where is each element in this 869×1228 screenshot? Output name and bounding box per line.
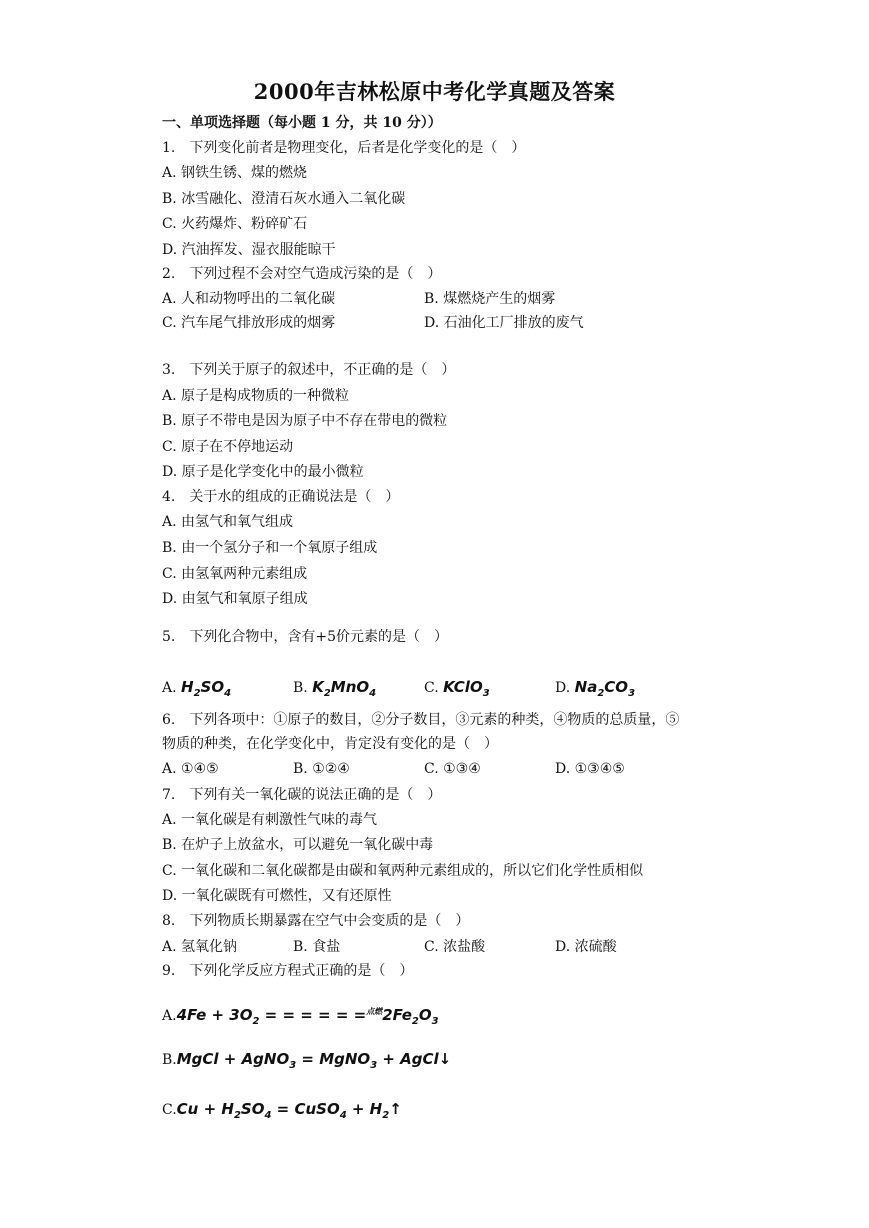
option-label: B. <box>293 680 308 696</box>
question-4-option-c: C. 由氢氧两种元素组成 <box>162 566 308 582</box>
question-9-option-b <box>162 1050 451 1075</box>
question-1-option-b: B. 冰雪融化、澄清石灰水通入二氧化碳 <box>162 191 406 207</box>
question-8-option-a: A. 氢氧化钠 <box>162 939 238 955</box>
formula-h2so4: $H_2SO_4$ <box>181 678 232 699</box>
question-1-option-c: C. 火药爆炸、粉碎矿石 <box>162 216 308 232</box>
question-2-option-a: A. 人和动物呼出的二氧化碳 <box>162 291 336 307</box>
equation-b: MgCl + AgNO$_3$ = MgNO$_3$ + AgCl↓ <box>176 1050 452 1071</box>
formula-na2co3: $Na_2CO_3$ <box>574 678 636 699</box>
question-1-stem: 1. 下列变化前者是物理变化，后者是化学变化的是（ ） <box>162 140 526 156</box>
question-5-option-c <box>424 678 490 703</box>
question-5-option-a <box>162 678 231 703</box>
question-7-stem: 7. 下列有关一氧化碳的说法正确的是（ ） <box>162 787 442 803</box>
question-3-option-c: C. 原子在不停地运动 <box>162 439 294 455</box>
equation-a: $4Fe + 3O_2$ = = = = = $=^{点燃}2Fe_2O_3$ <box>176 1006 439 1027</box>
option-label: A. <box>162 1008 177 1024</box>
condition-label: 点燃 <box>366 1007 383 1016</box>
question-6-option-c: C. ①③④ <box>424 761 481 777</box>
question-7-option-b: B. 在炉子上放盆水，可以避免一氧化碳中毒 <box>162 837 434 853</box>
question-8-option-b: B. 食盐 <box>293 939 341 955</box>
question-8-option-c: C. 浓盐酸 <box>424 939 486 955</box>
question-7-option-d: D. 一氧化碳既有可燃性，又有还原性 <box>162 888 392 904</box>
option-label: C. <box>424 680 439 696</box>
question-2-option-c: C. 汽车尾气排放形成的烟雾 <box>162 315 336 331</box>
question-4-option-d: D. 由氢气和氧原子组成 <box>162 591 308 607</box>
option-label: C. <box>162 1102 177 1118</box>
question-8-option-d: D. 浓硫酸 <box>555 939 617 955</box>
question-3-option-d: D. 原子是化学变化中的最小微粒 <box>162 464 364 480</box>
question-5-option-d <box>555 678 635 703</box>
question-3-option-b: B. 原子不带电是因为原子中不存在带电的微粒 <box>162 413 448 429</box>
question-2-option-d: D. 石油化工厂排放的废气 <box>424 315 584 331</box>
formula-k2mno4: $K_2MnO_4$ <box>312 678 377 699</box>
question-4-option-b: B. 由一个氢分子和一个氧原子组成 <box>162 540 378 556</box>
question-6-option-b: B. ①②④ <box>293 761 350 777</box>
question-8-stem: 8. 下列物质长期暴露在空气中会变质的是（ ） <box>162 913 470 929</box>
question-3-option-a: A. 原子是构成物质的一种微粒 <box>162 388 350 404</box>
question-4-option-a: A. 由氢气和氧气组成 <box>162 514 294 530</box>
question-6-option-a: A. ①④⑤ <box>162 761 219 777</box>
question-1-option-a: A. 钢铁生锈、煤的燃烧 <box>162 165 308 181</box>
page-title: 2000年吉林松原中考化学真题及答案 <box>253 79 616 104</box>
section-heading: 一、单项选择题（每小题 1 分，共 10 分）） <box>162 115 442 131</box>
question-7-option-a: A. 一氧化碳是有刺激性气味的毒气 <box>162 812 378 828</box>
option-label: A. <box>162 680 177 696</box>
option-label: B. <box>162 1052 177 1068</box>
question-5-stem: 5. 下列化合物中，含有+5价元素的是（ ） <box>162 629 448 645</box>
question-6-stem-line-1: 6. 下列各项中：①原子的数目，②分子数目，③元素的种类，④物质的总质量，⑤ <box>162 712 680 728</box>
question-1-option-d: D. 汽油挥发、湿衣服能晾干 <box>162 242 336 258</box>
question-3-stem: 3. 下列关于原子的叙述中，不正确的是（ ） <box>162 362 456 378</box>
question-4-stem: 4. 关于水的组成的正确说法是（ ） <box>162 489 400 505</box>
option-label: D. <box>555 680 571 696</box>
question-2-stem: 2. 下列过程不会对空气造成污染的是（ ） <box>162 266 442 282</box>
equation-c: $Cu + H_2SO_4$ = CuSO$_4$ + $H_2↑$ <box>176 1100 402 1121</box>
formula-kclo3: KClO$_3$ <box>443 678 490 699</box>
question-9-stem: 9. 下列化学反应方程式正确的是（ ） <box>162 963 414 979</box>
question-6-option-d: D. ①③④⑤ <box>555 761 625 777</box>
question-9-option-c <box>162 1100 402 1125</box>
question-6-stem-line-2: 物质的种类，在化学变化中，肯定没有变化的是（ ） <box>162 736 498 752</box>
question-5-option-b <box>293 678 376 703</box>
question-7-option-c: C. 一氧化碳和二氧化碳都是由碳和氧两种元素组成的，所以它们化学性质相似 <box>162 863 644 879</box>
question-2-option-b: B. 煤燃烧产生的烟雾 <box>424 291 556 307</box>
question-9-option-a <box>162 1003 439 1031</box>
